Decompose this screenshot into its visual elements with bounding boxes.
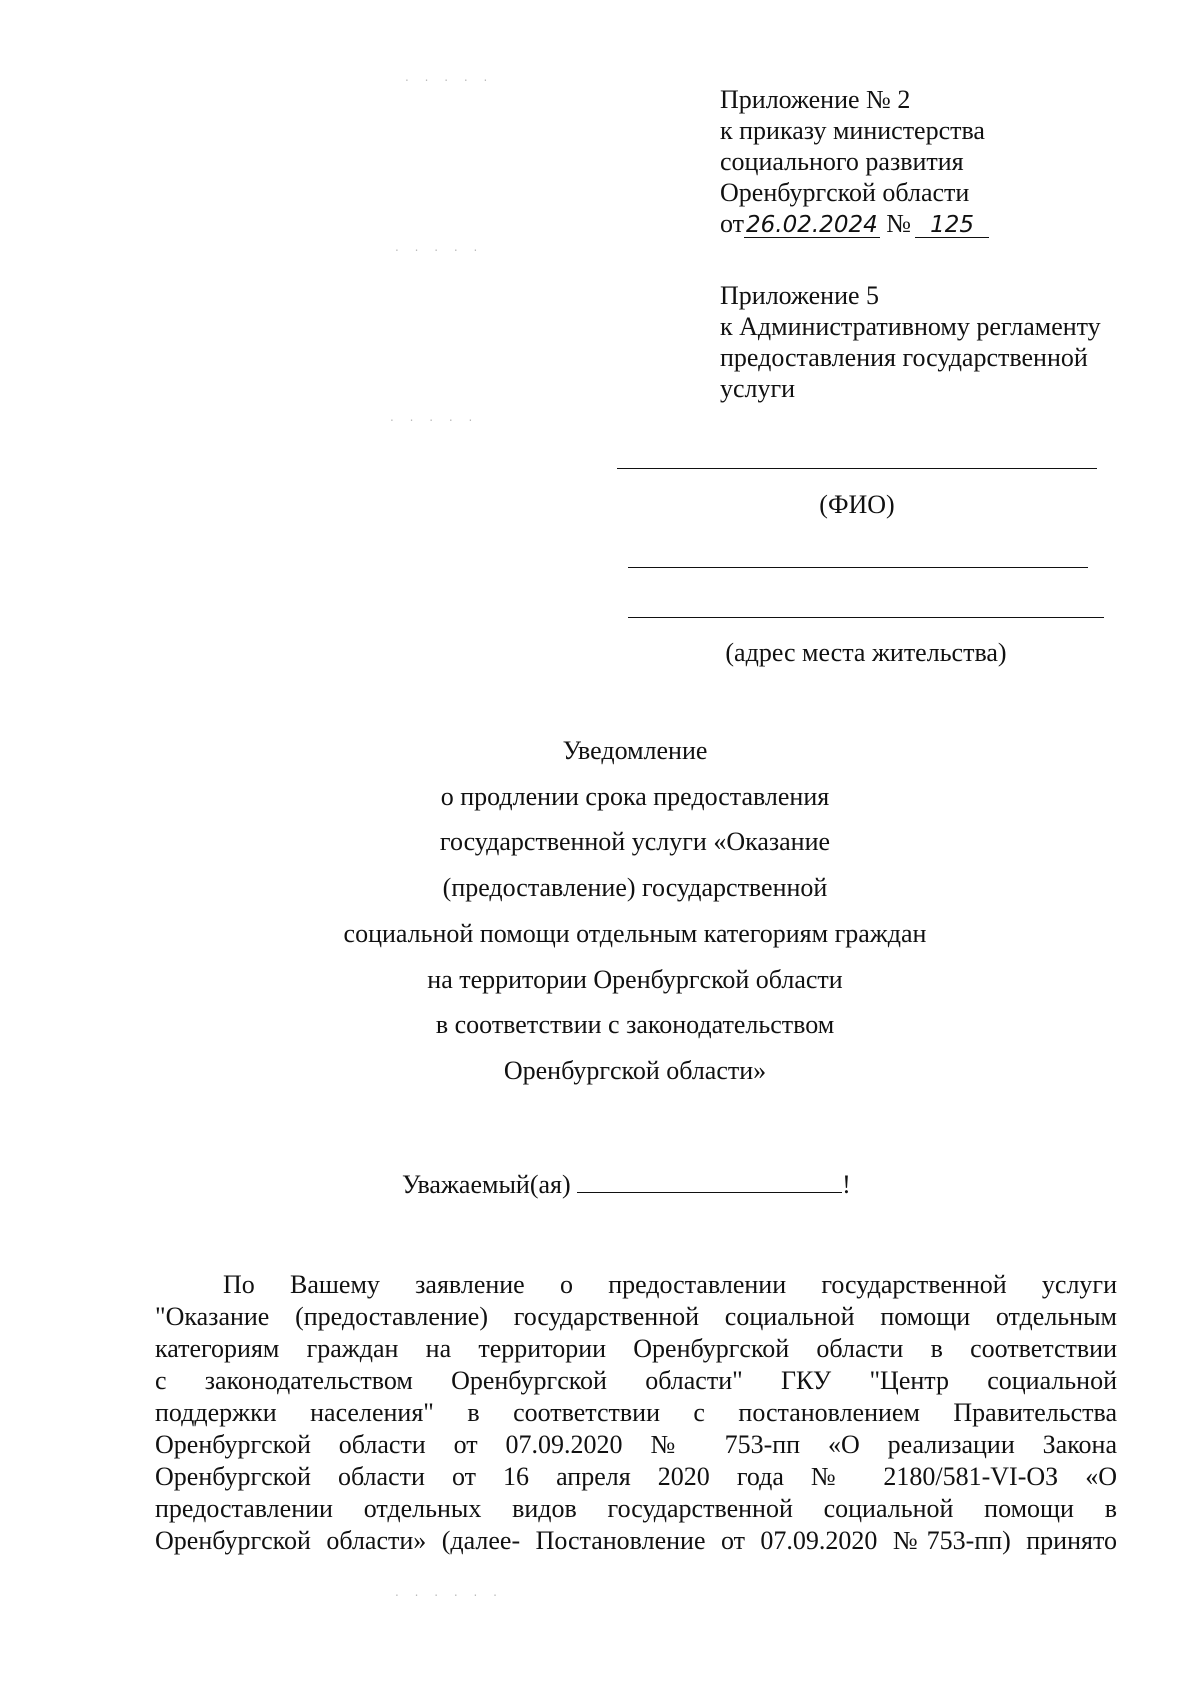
date-prefix: от [720,209,745,238]
body-line: "Оказание (предоставление) государственной социальной помощи отдельным [155,1302,1117,1331]
greeting [402,1170,851,1200]
address-blank-line-1 [628,567,1088,568]
handwritten-number: 125 [915,213,989,238]
notice-title-line: в соответствии с законодательством [435,1010,835,1040]
greeting-suffix: ! [842,1170,851,1199]
appendix-2-block [720,84,989,239]
address-caption: (адрес места жительства) [725,638,1007,667]
appendix-5-line: к Административному регламенту [720,312,1101,341]
greeting-name-blank [577,1170,842,1193]
appendix-5-line: предоставления государственной [720,343,1088,372]
handwritten-date: 26.02.2024 [746,212,878,238]
scan-speck: . . . . . [405,70,494,84]
body-line: поддержки населения" в соответствии с постановлением Правительства [155,1398,1117,1427]
appendix-2-line: Приложение № 2 [720,85,911,114]
notice-title [0,728,1200,1094]
notice-title-line: Уведомление [562,736,708,765]
notice-title-line: государственной услуги «Оказание [439,827,831,857]
name-blank-line [617,468,1097,469]
appendix-5-line: Приложение 5 [720,281,880,310]
body-line: предоставлении отдельных видов государственной социальной помощи в [155,1494,1117,1523]
body-paragraph [155,1269,1117,1557]
body-line: По Вашему заявление о предоставлении государственной услуги [223,1270,1117,1299]
notice-title-line: социальной помощи отдельным категориям граждан [343,918,927,948]
notice-title-line: Оренбургской области» [503,1055,767,1085]
scan-speck: . . . . . [395,240,484,254]
appendix-2-line: Оренбургской области [720,178,970,207]
body-line: с законодательством Оренбургской области" ГКУ "Центр социальной [155,1366,1117,1395]
appendix-5-line: услуги [720,374,796,403]
appendix-2-line: социального развития [720,147,964,176]
body-line: Оренбургской области от 07.09.2020 № 753-пп «О реализации Закона [155,1430,1117,1459]
notice-title-line: (предоставление) государственной [442,873,828,903]
notice-title-line: на территории Оренбургской области [427,964,843,994]
body-line: Оренбургской области от 16 апреля 2020 года № 2180/581-VI-ОЗ «О [155,1462,1117,1491]
appendix-2-date-line [720,208,989,239]
body-line: Оренбургской области» (далее- Постановление от 07.09.2020 №753-пп) принято [155,1526,1117,1555]
scan-speck: . . . . . [390,410,479,424]
greeting-prefix: Уважаемый(ая) [402,1170,571,1199]
address-blank-line-2 [628,617,1104,618]
number-prefix: № [886,209,912,238]
scan-speck: . . . . . . [395,1585,503,1599]
notice-title-line: о продлении срока предоставления [440,781,830,811]
appendix-2-line: к приказу министерства [720,116,985,145]
name-caption: (ФИО) [819,490,895,519]
appendix-5-block [720,280,1101,404]
body-line: категориям граждан на территории Оренбургской области в соответствии [155,1334,1117,1363]
